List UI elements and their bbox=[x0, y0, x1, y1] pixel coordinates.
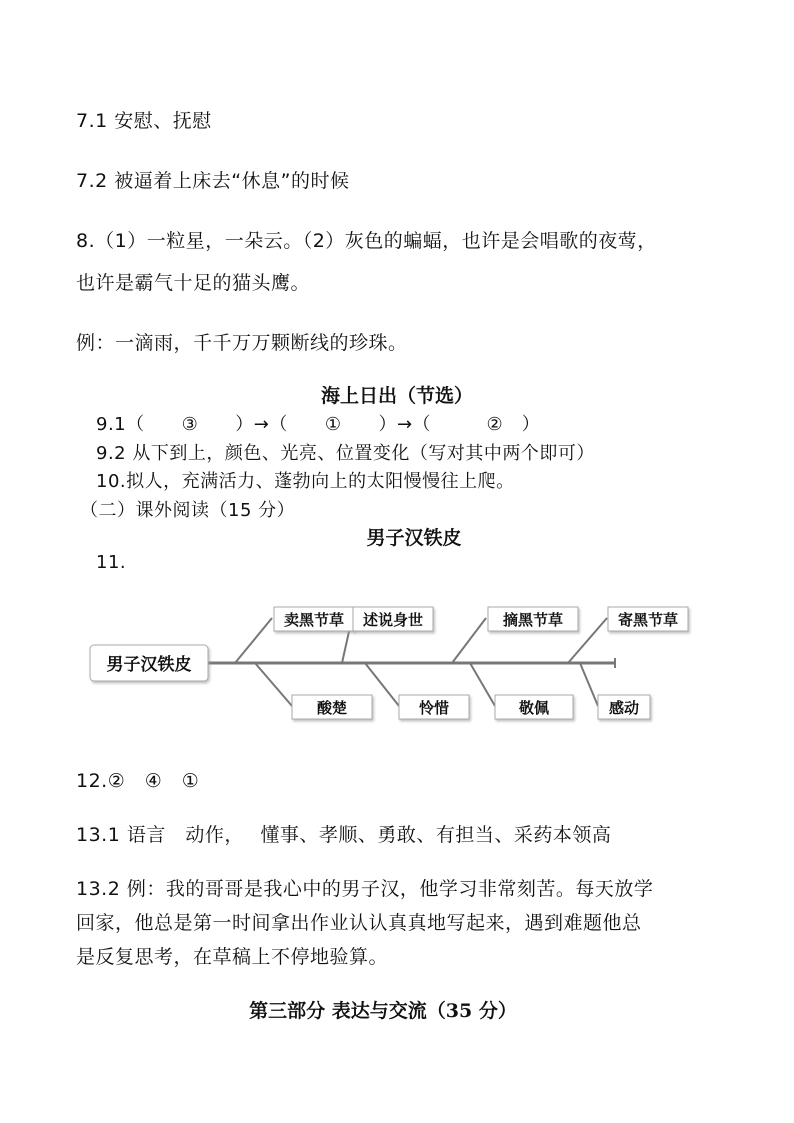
bone-up-3 bbox=[452, 618, 486, 663]
bone-bottom-label-4: 感动 bbox=[608, 699, 640, 717]
answer-9-2: 9.2 从下到上，颜色、光亮、位置变化（写对其中两个即可） bbox=[96, 443, 595, 464]
answer-10: 10.拟人，充满活力、蓬勃向上的太阳慢慢往上爬。 bbox=[96, 471, 515, 492]
section-title-part3: 第三部分 表达与交流（35 分） bbox=[249, 1000, 517, 1022]
answer-11-label: 11. bbox=[96, 552, 127, 573]
bone-down-3 bbox=[470, 663, 495, 706]
bone-bottom-item-3 bbox=[495, 695, 573, 719]
bone-bottom-label-2: 怜惜 bbox=[418, 699, 450, 717]
answer-8-line1: 8.（1）一粒星，一朵云。（2）灰色的蝙蝠，也许是会唱歌的夜莺， bbox=[76, 230, 657, 252]
answer-13-2-line2: 回家，他总是第一时间拿出作业认认真真地写起来，遇到难题他总 bbox=[76, 912, 642, 934]
bone-top-label-2: 述说身世 bbox=[362, 611, 424, 629]
answer-9-1: 9.1（ ③ ）→（ ① ）→（ ② ） bbox=[96, 414, 541, 435]
bone-up-1 bbox=[235, 618, 272, 663]
bone-bottom-label-1: 酸楚 bbox=[316, 699, 348, 717]
bone-bottom-item-4 bbox=[598, 695, 650, 719]
bone-top-item-2 bbox=[353, 607, 433, 631]
bone-top-label-4: 寄黑节草 bbox=[617, 611, 679, 629]
answer-13-2-line1: 13.2 例：我的哥哥是我心中的男子汉，他学习非常刻苦。每天放学 bbox=[76, 878, 654, 900]
answer-7-1: 7.1 安慰、抚慰 bbox=[76, 110, 212, 132]
section-title-sunrise: 海上日出（节选） bbox=[320, 385, 473, 407]
bone-top-item-3 bbox=[488, 607, 578, 631]
answer-7-2: 7.2 被逼着上床去“休息”的时候 bbox=[76, 170, 350, 192]
bone-down-1 bbox=[255, 663, 292, 706]
fishbone-diagram bbox=[80, 598, 720, 728]
bone-top-item-1 bbox=[274, 607, 354, 631]
bone-bottom-item-2 bbox=[399, 695, 469, 719]
bone-bottom-item-1 bbox=[292, 695, 372, 719]
bone-down-4 bbox=[580, 663, 598, 706]
part-2-heading: （二）课外阅读（15 分） bbox=[80, 500, 296, 521]
answer-13-1: 13.1 语言 动作， 懂事、孝顺、勇敢、有担当、采药本领高 bbox=[76, 824, 612, 846]
fishbone-head-label: 男子汉铁皮 bbox=[106, 655, 192, 675]
bone-top-item-4 bbox=[608, 607, 688, 631]
section-title-tiepi: 男子汉铁皮 bbox=[366, 527, 462, 549]
bone-top-label-1: 卖黑节草 bbox=[283, 611, 345, 629]
bone-bottom-label-3: 敬佩 bbox=[518, 699, 550, 717]
answer-13-2-line3: 是反复思考，在草稿上不停地验算。 bbox=[76, 946, 389, 968]
bone-top-label-3: 摘黑节草 bbox=[502, 611, 564, 629]
answer-8-line2: 也许是霸气十足的猫头鹰。 bbox=[76, 272, 311, 294]
answer-8-example: 例：一滴雨，千千万万颗断线的珍珠。 bbox=[76, 332, 408, 354]
answer-12: 12.② ④ ① bbox=[76, 770, 200, 792]
